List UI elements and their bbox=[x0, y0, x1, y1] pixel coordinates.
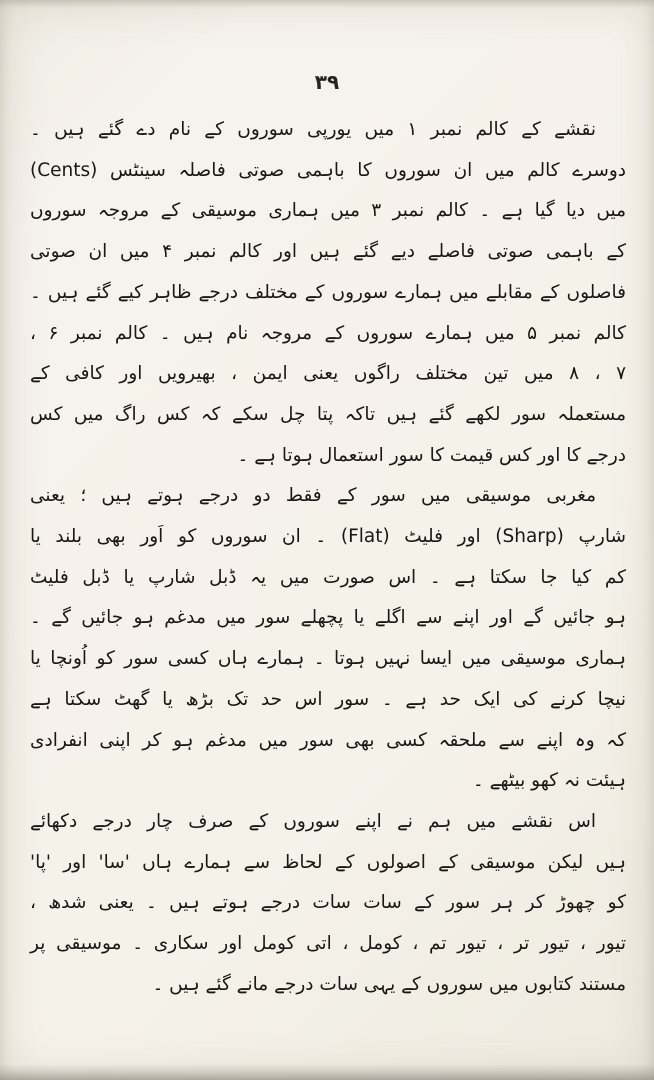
text-line: نقشے کے کالم نمبر ۱ میں یورپی سوروں کے نام دے گئے ہیں ۔ bbox=[30, 119, 596, 140]
text-line: ہیں لیکن موسیقی کے اصولوں کے لحاظ سے ہمارے ہاں 'سا' اور 'پا' bbox=[30, 851, 626, 873]
text-line: مغربی موسیقی میں سور کے فقط دو درجے ہوتے ہیں ؛ یعنی bbox=[30, 485, 596, 507]
text-line: ہو جائیں گے اور اپنے سے اگلے یا پچھلے سور میں مدغم ہو جائیں گے ۔ bbox=[30, 607, 626, 629]
text-line: ہیئت نہ کھو بیٹھے ۔ bbox=[472, 770, 626, 792]
text-line: مستعملہ سور لکھے گئے ہیں تاکہ پتا چل سکے کہ کس راگ میں کس bbox=[30, 403, 626, 425]
text-line: میں دیا گیا ہے ۔ کالم نمبر ۳ میں ہماری موسیقی کے مروجہ سوروں bbox=[30, 200, 626, 222]
text-line: کم کیا جا سکتا ہے ۔ اس صورت میں یہ ڈبل شارپ یا ڈبل فلیٹ bbox=[30, 566, 626, 588]
paragraph-2 bbox=[30, 476, 626, 802]
text-line: نیچا کرنے کی ایک حد ہے ۔ سور اس حد تک بڑھ یا گھٹ سکتا ہے bbox=[30, 688, 626, 710]
paragraph-3 bbox=[30, 802, 626, 1006]
body-text bbox=[30, 110, 626, 1005]
paragraph-1 bbox=[30, 110, 626, 476]
text-line: اس نقشے میں ہم نے اپنے سوروں کے صرف چار درجے دکھائے bbox=[30, 810, 596, 832]
text-line: شارپ (Sharp) اور فلیٹ (Flat) ۔ ان سوروں کو اَور بھی بلند یا bbox=[30, 526, 626, 548]
scan-bottom-edge-shadow bbox=[0, 1064, 654, 1080]
text-line: ۷ ، ۸ میں تین مختلف راگوں یعنی ایمن ، بھیرویں اور کافی کے bbox=[30, 363, 627, 385]
text-line: فاصلوں کے مقابلے میں ہمارے سوروں کے مختلف درجے ظاہر کیے گئے ہیں ۔ bbox=[30, 281, 626, 303]
text-line: کو چھوڑ کر ہر سور کے سات سات درجے ہوتے ہیں ۔ یعنی شدھ ، bbox=[30, 892, 626, 914]
text-line: درجے کا اور کس قیمت کا سور استعمال ہوتا ہے ۔ bbox=[237, 444, 626, 466]
text-line: ہماری موسیقی میں ایسا نہیں ہوتا ۔ ہمارے ہاں کسی سور کو اُونچا یا bbox=[30, 648, 626, 670]
page-number: ۳۹ bbox=[314, 70, 340, 94]
text-line: کالم نمبر ۵ میں ہمارے سوروں کے مروجہ نام ہیں ۔ کالم نمبر ۶ ، bbox=[30, 322, 626, 344]
text-line: کے باہمی صوتی فاصلے دیے گئے ہیں اور کالم نمبر ۴ میں ان صوتی bbox=[30, 241, 626, 263]
text-line: مستند کتابوں میں سوروں کے یہی سات درجے مانے گئے ہیں ۔ bbox=[152, 973, 626, 995]
text-line: کہ وہ اپنے سے ملحقہ کسی بھی سور میں مدغم ہو کر اپنی انفرادی bbox=[30, 729, 626, 751]
text-line: تیور ، تیور تر ، تیور تم ، کومل ، اتی کومل اور سکاری ۔ موسیقی پر bbox=[30, 933, 626, 955]
scan-top-edge-shadow bbox=[0, 0, 654, 8]
text-line: دوسرے کالم میں ان سوروں کا باہمی صوتی فاصلہ سینٹس (Cents) bbox=[30, 159, 626, 181]
